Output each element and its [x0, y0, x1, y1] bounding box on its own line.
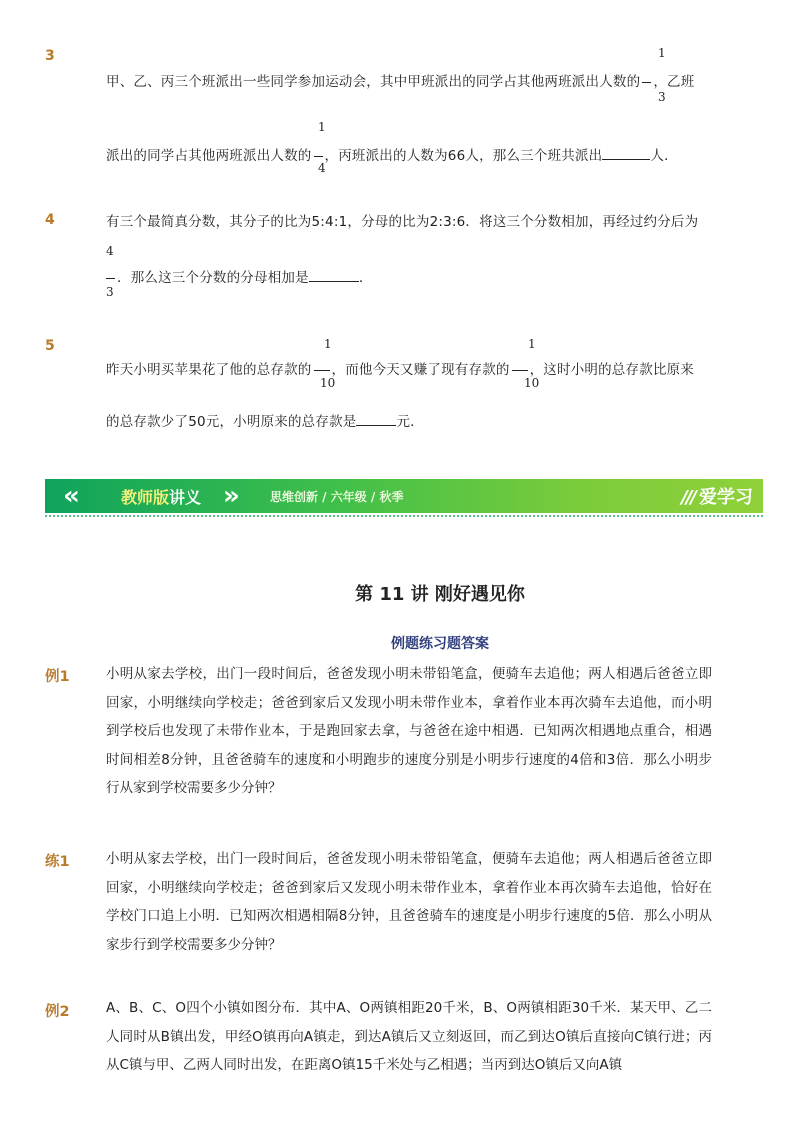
lecture-title: 第 11 讲 刚好遇见你 — [355, 584, 525, 605]
answer-blank[interactable] — [309, 269, 359, 282]
problem-5-text: ，这时小明的总存款比原来 — [529, 362, 695, 378]
fraction-numerator: 1 — [324, 337, 332, 351]
brand-logo — [681, 483, 753, 509]
fraction-denominator: 3 — [658, 90, 666, 104]
problem-3-text-tail: ，乙班 — [653, 74, 695, 90]
example-text: A、B、C、O四个小镇如图分布．其中A、O两镇相距20千米，B、O两镇相距30千米．某天甲、乙二人同时从B镇出发，甲经O镇再向A镇走，到达A镇后又立刻返回，而乙到达O镇后直接向C镇行进；丙从C镇与甲、乙两人同时出发，在距离O镇15千米处与乙相遇；当丙到达O镇后又向A镇 — [106, 1000, 712, 1073]
answer-blank[interactable] — [356, 413, 396, 426]
problem-3-text: ，丙班派出的人数为66人，那么三个班共派出 — [324, 148, 603, 164]
dotted-divider — [45, 515, 763, 517]
problem-3-line-2 — [106, 144, 678, 164]
example-label: 例1 — [45, 669, 70, 685]
problem-5-line-1 — [106, 358, 694, 378]
fraction-bar — [314, 156, 323, 157]
problem-3-text: 派出的同学占其他两班派出人数的 — [106, 148, 312, 164]
fraction-numerator: 1 — [528, 337, 536, 351]
problem-4-line-2 — [106, 266, 373, 286]
example-label: 练1 — [45, 854, 70, 870]
banner-title-a: 教师版 — [121, 488, 170, 507]
fraction-numerator: 1 — [318, 120, 326, 134]
fraction-denominator: 10 — [320, 376, 336, 390]
example-label: 例2 — [45, 1004, 70, 1020]
logo-mark-icon: /// — [681, 487, 695, 508]
banner-title-b: 讲义 — [169, 488, 202, 507]
fraction-numerator: 1 — [658, 46, 666, 60]
problem-3-line-1 — [106, 70, 694, 90]
fraction-denominator: 3 — [106, 285, 114, 299]
fraction-bar — [314, 370, 330, 371]
problem-4-line-1: 有三个最简真分数，其分子的比为5:4:1，分母的比为2:3:6．将这三个分数相加，再经过约分后为 — [106, 214, 699, 230]
chevron-left-icon: « — [63, 481, 80, 511]
fraction-bar — [512, 370, 528, 371]
problem-4-text-end: ． — [358, 270, 373, 286]
problem-5-line-2 — [106, 410, 424, 430]
example-text: 小明从家去学校，出门一段时间后，爸爸发现小明未带铅笔盒，便骑车去追他；两人相遇后爸爸立即回家，小明继续向学校走；爸爸到家后又发现小明未带作业本，拿着作业本再次骑车去追他，而小明到学校后也发现了未带作业本，于是跑回家去拿，与爸爸在途中相遇．已知两次相遇地点重合，相遇时间相差8分钟，且爸爸骑车的速度和小明跑步的速度分别是小明步行速度的4倍和3倍．那么小明步行从家到学校需要多少分钟？ — [106, 666, 712, 796]
banner-subtitle: 思维创新 / 六年级 / 秋季 — [270, 490, 404, 504]
problem-5-text: 的总存款少了50元，小明原来的总存款是 — [106, 414, 357, 430]
answer-blank[interactable] — [602, 147, 650, 160]
problem-number-5: 5 — [45, 338, 55, 354]
problem-5-text: ，而他今天又赚了现有存款的 — [331, 362, 510, 378]
problem-number-4: 4 — [45, 212, 55, 228]
problem-4-text: ．那么这三个分数的分母相加是 — [117, 270, 309, 286]
fraction-numerator: 4 — [106, 244, 114, 258]
chevron-right-icon: » — [223, 481, 240, 511]
fraction-denominator: 10 — [524, 376, 540, 390]
lecture-subtitle: 例题练习题答案 — [391, 636, 489, 652]
example-text: 小明从家去学校，出门一段时间后，爸爸发现小明未带铅笔盒，便骑车去追他；两人相遇后爸爸立即回家，小明继续向学校走；爸爸到家后又发现小明未带作业本，拿着作业本再次骑车去追他，恰好在学校门口追上小明．已知两次相遇相隔8分钟，且爸爸骑车的速度是小明步行速度的5倍．那么小明从家步行到学校需要多少分钟？ — [106, 851, 712, 953]
banner-title — [121, 485, 201, 508]
problem-3-text-end: 人． — [650, 148, 678, 164]
problem-5-text: 昨天小明买苹果花了他的总存款的 — [106, 362, 312, 378]
logo-text: 爱学习 — [699, 487, 753, 508]
fraction-denominator: 4 — [318, 161, 326, 175]
fraction-bar — [642, 82, 651, 83]
problem-5-text-end: 元． — [396, 414, 424, 430]
problem-3-text: 甲、乙、丙三个班派出一些同学参加运动会，其中甲班派出的同学占其他两班派出人数的 — [106, 74, 641, 90]
fraction-bar — [106, 278, 115, 279]
problem-number-3: 3 — [45, 48, 55, 64]
section-banner — [45, 479, 763, 513]
